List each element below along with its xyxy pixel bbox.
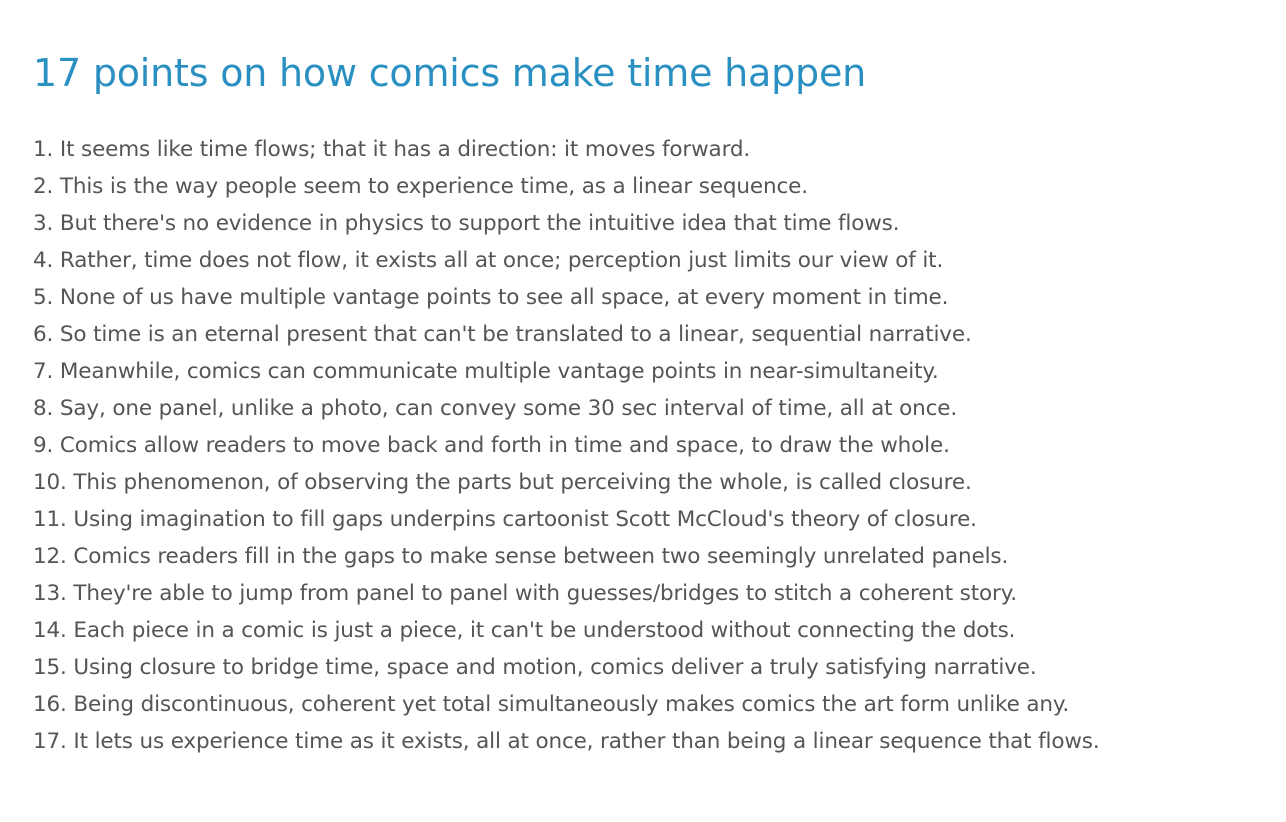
- list-item: 4. Rather, time does not flow, it exists all at once; perception just limits our view of it.: [33, 248, 944, 273]
- list-item: 6. So time is an eternal present that can't be translated to a linear, sequential narrative.: [33, 322, 972, 347]
- list-item: 3. But there's no evidence in physics to support the intuitive idea that time flows.: [33, 211, 900, 236]
- list-item: 9. Comics allow readers to move back and forth in time and space, to draw the whole.: [33, 433, 950, 458]
- list-item: 15. Using closure to bridge time, space and motion, comics deliver a truly satisfying narrative.: [33, 655, 1037, 680]
- list-item: 10. This phenomenon, of observing the parts but perceiving the whole, is called closure.: [33, 470, 972, 495]
- page-title: 17 points on how comics make time happen: [33, 51, 867, 95]
- list-item: 2. This is the way people seem to experience time, as a linear sequence.: [33, 174, 808, 199]
- list-item: 14. Each piece in a comic is just a piece, it can't be understood without connecting the dots.: [33, 618, 1016, 643]
- list-item: 16. Being discontinuous, coherent yet total simultaneously makes comics the art form unlike any.: [33, 692, 1070, 717]
- points-list: [33, 131, 1273, 760]
- list-item: 17. It lets us experience time as it exists, all at once, rather than being a linear sequence that flows.: [33, 729, 1100, 754]
- list-item: 5. None of us have multiple vantage points to see all space, at every moment in time.: [33, 285, 949, 310]
- list-item: 8. Say, one panel, unlike a photo, can convey some 30 sec interval of time, all at once.: [33, 396, 958, 421]
- list-item: 7. Meanwhile, comics can communicate multiple vantage points in near-simultaneity.: [33, 359, 939, 384]
- list-item: 11. Using imagination to fill gaps underpins cartoonist Scott McCloud's theory of closure.: [33, 507, 977, 532]
- list-item: 12. Comics readers fill in the gaps to make sense between two seemingly unrelated panels.: [33, 544, 1009, 569]
- list-item: 1. It seems like time flows; that it has a direction: it moves forward.: [33, 137, 751, 162]
- list-item: 13. They're able to jump from panel to panel with guesses/bridges to stitch a coherent story.: [33, 581, 1017, 606]
